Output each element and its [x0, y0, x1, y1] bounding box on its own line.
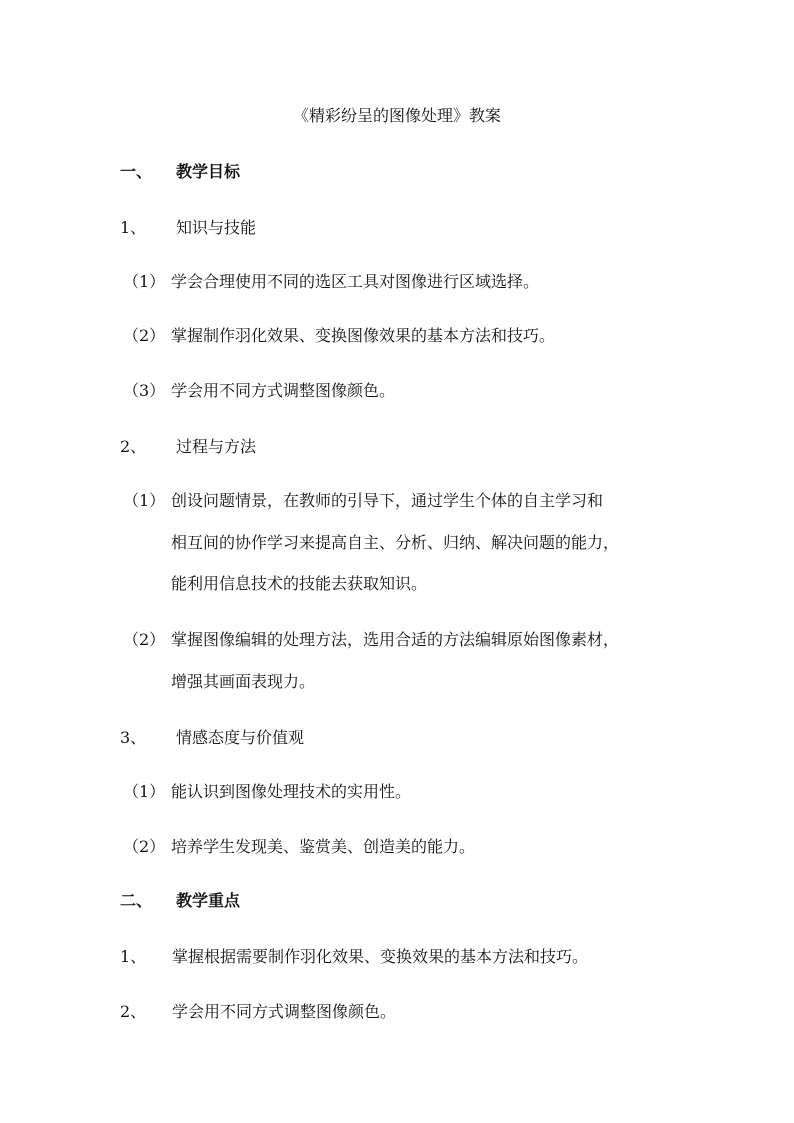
- item-number: 1、: [120, 947, 147, 966]
- section-title: 教学目标: [176, 162, 241, 181]
- subsection-number: 2、: [120, 437, 147, 456]
- item-text: 学会用不同方式调整图像颜色。: [171, 381, 396, 400]
- subsection-title: 知识与技能: [176, 218, 257, 237]
- item-text: 学会用不同方式调整图像颜色。: [172, 1002, 397, 1021]
- subsection-title: 情感态度与价值观: [176, 728, 305, 747]
- section-number: 一、: [120, 162, 153, 181]
- subsection-number: 1、: [120, 218, 147, 237]
- item-text-line: 掌握图像编辑的处理方法，选用合适的方法编辑原始图像素材，: [171, 630, 620, 649]
- item-number: （1）: [123, 782, 166, 801]
- item-text: 学会合理使用不同的选区工具对图像进行区域选择。: [171, 272, 540, 291]
- item-number: （2）: [123, 326, 166, 345]
- item-text-line: 能利用信息技术的技能去获取知识。: [171, 574, 428, 593]
- item-number: 2、: [120, 1002, 147, 1021]
- item-text: 培养学生发现美、鉴赏美、创造美的能力。: [171, 837, 476, 856]
- item-text: 能认识到图像处理技术的实用性。: [171, 782, 412, 801]
- item-number: （3）: [123, 381, 166, 400]
- subsection-title: 过程与方法: [176, 437, 257, 456]
- document-title: 《精彩纷呈的图像处理》教案: [292, 106, 501, 125]
- item-number: （1）: [123, 491, 166, 510]
- section-number: 二、: [120, 891, 153, 910]
- item-text-line: 相互间的协作学习来提高自主、分析、归纳、解决问题的能力，: [171, 533, 620, 552]
- item-text: 掌握根据需要制作羽化效果、变换效果的基本方法和技巧。: [172, 947, 589, 966]
- item-number: （2）: [123, 837, 166, 856]
- item-text-line: 增强其画面表现力。: [171, 672, 316, 691]
- section-title: 教学重点: [176, 891, 241, 910]
- item-text: 掌握制作羽化效果、变换图像效果的基本方法和技巧。: [171, 326, 556, 345]
- item-number: （1）: [123, 272, 166, 291]
- item-number: （2）: [123, 630, 166, 649]
- subsection-number: 3、: [120, 728, 147, 747]
- item-text-line: 创设问题情景，在教师的引导下，通过学生个体的自主学习和: [171, 491, 604, 510]
